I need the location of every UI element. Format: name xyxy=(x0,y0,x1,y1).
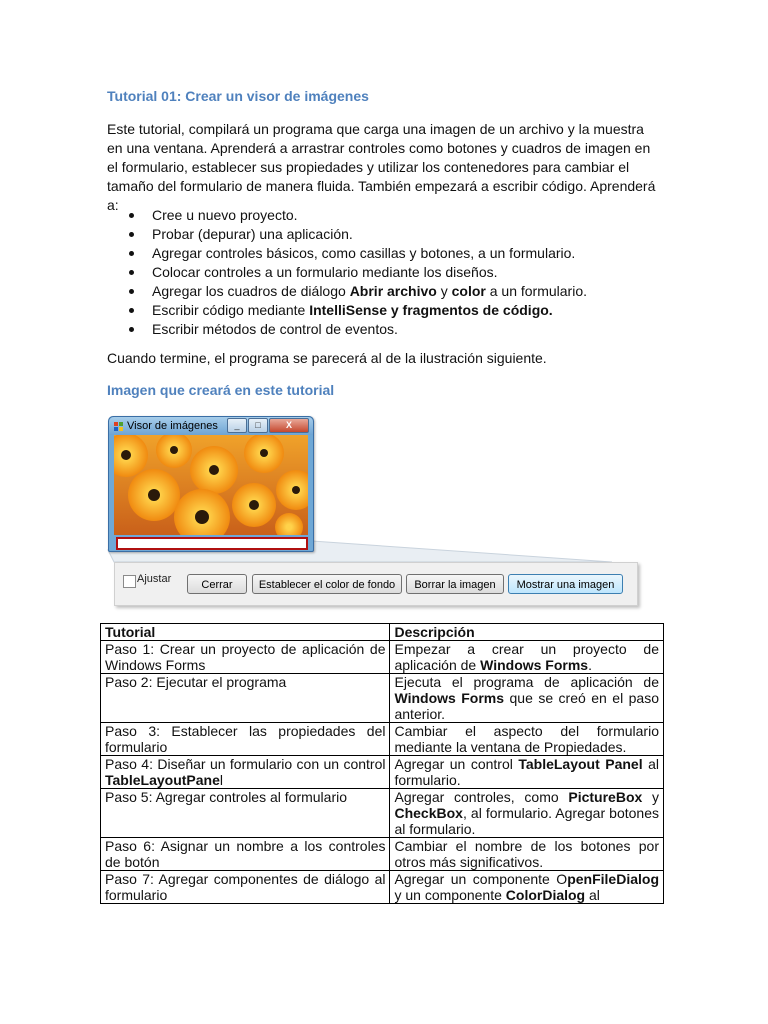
table-header-row xyxy=(101,624,664,641)
list-item: Cree u nuevo proyecto. xyxy=(107,206,667,225)
description-cell: Cambiar el aspecto del formulario mediante la ventana de Propiedades. xyxy=(390,723,664,756)
list-item: Probar (depurar) una aplicación. xyxy=(107,225,667,244)
bullet-icon xyxy=(129,232,134,237)
app-titlebar xyxy=(109,417,313,435)
list-item: Colocar controles a un formulario mediante los diseños. xyxy=(107,263,667,282)
list-item: Agregar controles básicos, como casillas y botones, a un formulario. xyxy=(107,244,667,263)
column-header-description: Descripción xyxy=(390,624,664,641)
bullet-icon xyxy=(129,251,134,256)
learning-list xyxy=(107,206,667,339)
window-controls xyxy=(226,418,309,432)
step-cell: Paso 3: Establecer las propiedades del formulario xyxy=(101,723,390,756)
button-toolbar-zoom xyxy=(114,562,638,606)
table-row xyxy=(101,641,664,674)
table-row xyxy=(101,756,664,789)
ajustar-checkbox[interactable] xyxy=(123,575,136,588)
maximize-button[interactable]: □ xyxy=(248,418,268,433)
app-window-screenshot xyxy=(108,416,314,552)
description-cell: Agregar un control TableLayout Panel al formulario. xyxy=(390,756,664,789)
picture-placeholder-field xyxy=(116,537,308,550)
bullet-icon xyxy=(129,308,134,313)
bullet-icon xyxy=(129,213,134,218)
step-cell: Paso 7: Agregar componentes de diálogo al formulario xyxy=(101,871,390,904)
description-cell: Agregar controles, como PictureBox y CheckBox, al formulario. Agregar botones al formulario. xyxy=(390,789,664,838)
clear-image-button[interactable]: Borrar la imagen xyxy=(406,574,504,594)
bullet-icon xyxy=(129,289,134,294)
list-item: Escribir código mediante IntelliSense y fragmentos de código. xyxy=(107,301,667,320)
minimize-button[interactable]: _ xyxy=(227,418,247,433)
description-cell: Empezar a crear un proyecto de aplicación de Windows Forms. xyxy=(390,641,664,674)
show-image-button[interactable]: Mostrar una imagen xyxy=(508,574,623,594)
list-item: Agregar los cuadros de diálogo Abrir archivo y color a un formulario. xyxy=(107,282,667,301)
column-header-tutorial: Tutorial xyxy=(101,624,390,641)
table-row xyxy=(101,723,664,756)
description-cell: Agregar un componente OpenFileDialog y un componente ColorDialog al xyxy=(390,871,664,904)
flower-picture xyxy=(114,435,308,535)
list-item: Escribir métodos de control de eventos. xyxy=(107,320,667,339)
table-row xyxy=(101,838,664,871)
table-row xyxy=(101,871,664,904)
step-cell: Paso 5: Agregar controles al formulario xyxy=(101,789,390,838)
set-background-color-button[interactable]: Establecer el color de fondo xyxy=(252,574,402,594)
description-cell: Cambiar el nombre de los botones por otros más significativos. xyxy=(390,838,664,871)
intro-paragraph: Este tutorial, compilará un programa que carga una imagen de un archivo y la muestra en una ventana. Aprenderá a arrastrar controles como botones y cuadros de imagen en el formulario, establecer sus propiedades y utilizar los contenedores para cambiar el tamaño del formulario de manera fluida. También empezará a escribir código. Aprenderá a: xyxy=(107,121,656,213)
tutorial-steps-table xyxy=(100,623,664,904)
step-cell: Paso 4: Diseñar un formulario con un control TableLayoutPanel xyxy=(101,756,390,789)
image-heading: Imagen que creará en este tutorial xyxy=(107,382,335,398)
cerrar-button[interactable]: Cerrar xyxy=(187,574,247,594)
step-cell: Paso 6: Asignar un nombre a los controles de botón xyxy=(101,838,390,871)
step-cell: Paso 1: Crear un proyecto de aplicación de Windows Forms xyxy=(101,641,390,674)
ajustar-checkbox-label: Ajustar xyxy=(137,573,172,585)
bullet-icon xyxy=(129,327,134,332)
closing-paragraph: Cuando termine, el programa se parecerá al de la ilustración siguiente. xyxy=(107,350,547,366)
app-window-title: Visor de imágenes xyxy=(127,420,218,432)
app-logo-icon xyxy=(114,422,123,431)
table-row xyxy=(101,789,664,838)
close-button[interactable]: X xyxy=(269,418,309,433)
flower-photo-icon xyxy=(114,435,308,535)
bullet-icon xyxy=(129,270,134,275)
page-title: Tutorial 01: Crear un visor de imágenes xyxy=(107,88,369,104)
table-row xyxy=(101,674,664,723)
step-cell: Paso 2: Ejecutar el programa xyxy=(101,674,390,723)
description-cell: Ejecuta el programa de aplicación de Windows Forms que se creó en el paso anterior. xyxy=(390,674,664,723)
